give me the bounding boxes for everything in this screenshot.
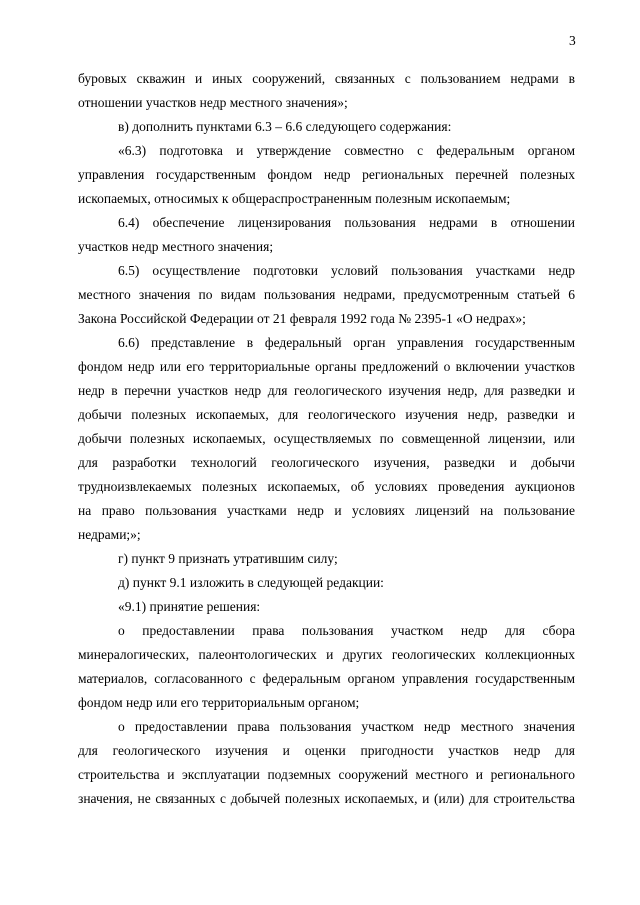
- text-line: 6.5) осуществление подготовки условий пользования участками недр: [118, 263, 575, 278]
- text-line: в) дополнить пунктами 6.3 – 6.6 следующего содержания:: [118, 119, 452, 134]
- text-line: 6.4) обеспечение лицензирования пользования недрами в отношении: [118, 215, 575, 230]
- text-line: для разработки технологий геологического изучения, разведки и добычи: [78, 455, 575, 470]
- text-line: материалов, согласованного с федеральным органом управления государственным: [78, 671, 575, 686]
- text-line: недр в перечни участков недр для геологического изучения недр, для разведки и: [78, 383, 575, 398]
- text-line: Закона Российской Федерации от 21 февраля 1992 года № 2395-1 «О недрах»;: [78, 311, 526, 326]
- text-line: добычи полезных ископаемых, для геологического изучения недр, разведки и: [78, 407, 575, 422]
- text-line: трудноизвлекаемых полезных ископаемых, об условиях проведения аукционов: [78, 479, 575, 494]
- text-line: фондом недр или его территориальные органы предложений о включении участков: [78, 359, 575, 374]
- text-line: для геологического изучения и оценки пригодности участков недр для: [78, 743, 575, 758]
- text-line: строительства и эксплуатации подземных сооружений местного и регионального: [78, 767, 575, 782]
- text-line: управления государственным фондом недр региональных перечней полезных: [78, 167, 575, 182]
- page-number: 3: [569, 33, 576, 48]
- text-line: «6.3) подготовка и утверждение совместно с федеральным органом: [118, 143, 575, 158]
- text-line: местного значения по видам пользования недрами, предусмотренным статьей 6: [78, 287, 575, 302]
- text-line: о предоставлении права пользования участком недр местного значения: [118, 719, 575, 734]
- text-line: г) пункт 9 признать утратившим силу;: [118, 551, 338, 566]
- text-line: буровых скважин и иных сооружений, связанных с пользованием недрами в: [78, 71, 575, 86]
- text-line: ископаемых, относимых к общераспространенным полезным ископаемым;: [78, 191, 511, 206]
- text-line: на право пользования участками недр и условиях лицензий на пользование: [78, 503, 575, 518]
- text-line: минералогических, палеонтологических и других геологических коллекционных: [78, 647, 575, 662]
- text-line: 6.6) представление в федеральный орган управления государственным: [118, 335, 575, 350]
- text-line: фондом недр или его территориальным органом;: [78, 695, 360, 710]
- text-line: добычи полезных ископаемых, осуществляемых по совмещенной лицензии, или: [78, 431, 575, 446]
- text-line: «9.1) принятие решения:: [118, 599, 261, 614]
- text-line: д) пункт 9.1 изложить в следующей редакции:: [118, 575, 384, 590]
- text-line: недрами;»;: [78, 527, 141, 542]
- text-line: значения, не связанных с добычей полезных ископаемых, и (или) для строительства: [78, 791, 575, 806]
- text-line: о предоставлении права пользования участком недр для сбора: [118, 623, 575, 638]
- text-line: участков недр местного значения;: [78, 239, 274, 254]
- text-line: отношении участков недр местного значения»;: [78, 95, 348, 110]
